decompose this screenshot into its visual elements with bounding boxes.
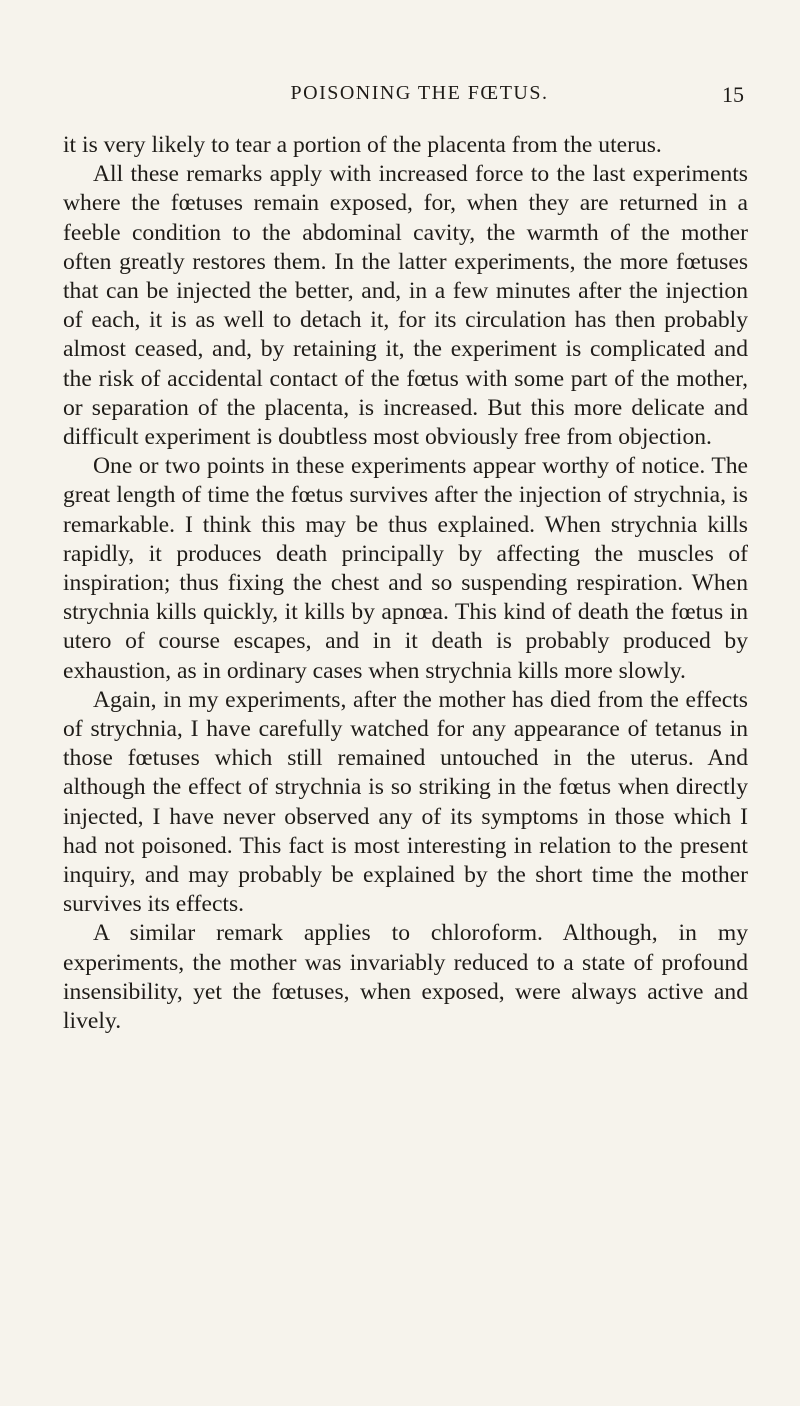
paragraph-continuation: it is very likely to tear a portion of the placenta from the uterus. [63, 132, 662, 158]
page-header [63, 82, 748, 116]
paragraph-tetanus-observation: Again, in my experiments, after the mother has died from the effects of strychnia, I have carefully watched for any appearance of tetanus in those fœtuses which still remained untouched in the uterus. And although the effect of strychnia is so striking in the fœtus when directly injected, I have never observed any of its symptoms in those which I had not poisoned. This fact is most interesting in relation to the present inquiry, and may probably be explained by the short time the mother survives its effects. [63, 686, 748, 918]
running-title: POISONING THE FŒTUS. [290, 82, 549, 104]
paragraph-chloroform: A similar remark applies to chloroform. Although, in my experiments, the mother was invariably reduced to a state of profound insensibility, yet the fœtuses, when exposed, were always active and lively. [63, 920, 748, 1035]
page-number: 15 [722, 82, 744, 107]
page-body [63, 131, 748, 1036]
paragraph-strychnia-survival: One or two points in these experiments appear worthy of notice. The great length of time the fœtus survives after the injection of strychnia, is remarkable. I think this may be thus explained. When strychnia kills rapidly, it produces death principally by affecting the muscles of inspiration; thus fixing the chest and so suspending respiration. When strychnia kills quickly, it kills by apnœa. This kind of death the fœtus in utero of course escapes, and in it death is probably produced by exhaustion, as in ordinary cases when strychnia kills more slowly. [63, 453, 748, 684]
paragraph-exposed-foetuses: All these remarks apply with increased force to the last experiments where the fœtuses remain exposed, for, when they are returned in a feeble condition to the abdominal cavity, the warmth of the mother often greatly restores them. In the latter experiments, the more fœtuses that can be injected the better, and, in a few minutes after the injection of each, it is as well to detach it, for its circulation has then probably almost ceased, and, by retaining it, the experiment is complicated and the risk of accidental contact of the fœtus with some part of the mother, or separation of the placenta, is increased. But this more delicate and difficult experiment is doubtless most obviously free from objection. [63, 161, 748, 451]
